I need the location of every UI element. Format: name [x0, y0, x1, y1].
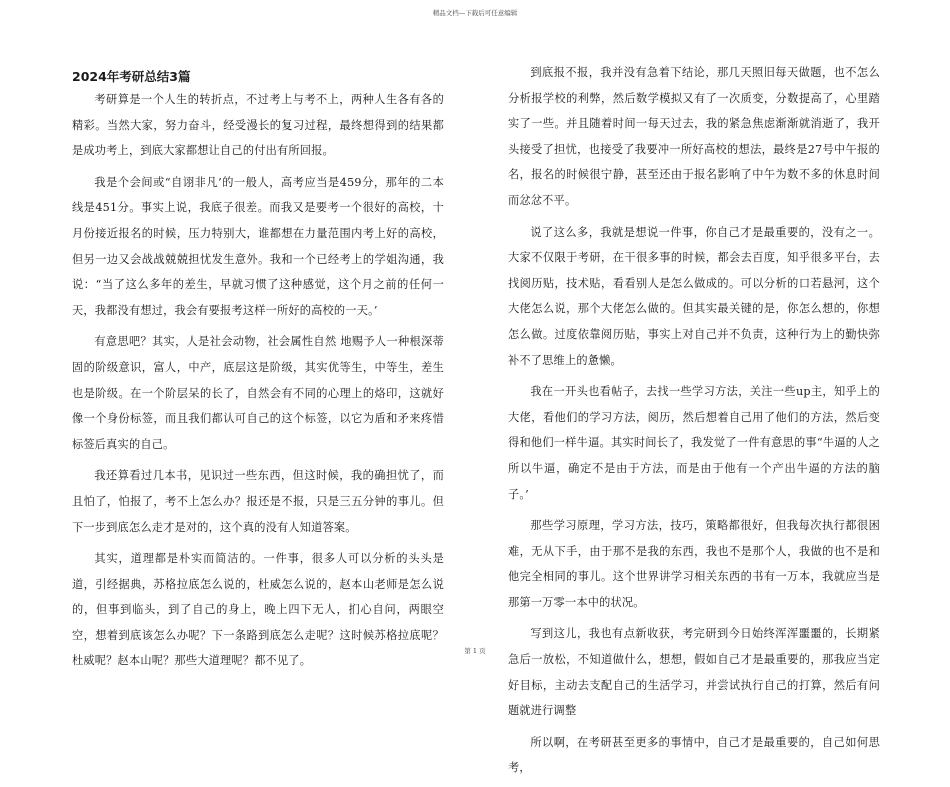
right-column: [508, 60, 880, 787]
paragraph: 考研算是一个人生的转折点，不过考上与考不上，两种人生各有各的精彩。当然大家，努力奋斗，经受漫长的复习过程，最终想得到的结果都是成功考上，到底大家都想让自己的付出有所回报。: [72, 93, 444, 158]
paragraph: 说了这么多，我就是想说一件事，你自己才是最重要的，没有之一。大家不仅限于考研，在干很多事的时候，都会去百度，知乎很多平台，去找阅历贴，技术贴，看看别人是怎么做成的。可以分析的口若悬河，这个大佬怎么说，那个大佬怎么做的。但其实最关键的是，你怎么想的，你想怎么做。过度依靠阅历贴，事实上对自己并不负责，这种行为上的勤快弥补不了思维上的惫懒。: [508, 225, 880, 367]
left-column: [72, 60, 444, 680]
paragraph: 其实，道理都是朴实而简洁的。一件事，很多人可以分析的头头是道，引经据典，苏格拉底怎么说的，杜威怎么说的，赵本山老师是怎么说的，但事到临头，到了自己的身上，晚上四下无人，扪心自问，两眼空空，想着到底该怎么办呢？下一条路到底怎么走呢？这时候苏格拉底呢？杜威呢？赵本山呢？那些大道理呢？都不见了。: [72, 552, 444, 668]
document-title: 2024年考研总结3篇: [72, 69, 191, 84]
paragraph: 有意思吧？其实，人是社会动物，社会属性自然 地赐予人一种根深蒂固的阶级意识，富人，中产，底层这是阶级，其实优等生，中等生，差生也是阶级。在一个阶层呆的长了，自然会有不同的心理上的烙印，这就好像一个身份标签，而且我们都认可自己的这个标签，以它为盾和矛来疼惜标签后真实的自己。: [72, 335, 444, 451]
paragraph-continued: 到底报不报，我并没有急着下结论，那几天照旧每天做题，也不怎么分析报学校的利弊，然后数学模拟又有了一次质变，分数提高了，心里踏实了一些。并且随着时间一每天过去，我的紧急焦虑渐渐就消逝了，我开头接受了担忧，也接受了我要冲一所好高校的想法，最终是27号中午报的名，报名的时候很宁静，甚至还由于报名影响了中午为数不多的休息时间而忿忿不平。: [508, 66, 880, 207]
paragraph: 我还算看过几本书，见识过一些东西，但这时候，我的确担忧了，而且怕了，怕报了，考不上怎么办？报还是不报，只是三五分钟的事儿。但下一步到底怎么走才是对的，这个真的没有人知道答案。: [72, 469, 444, 534]
page-header: 精品文档—下载后可任意编辑: [432, 9, 518, 17]
paragraph: 那些学习原理，学习方法，技巧，策略都很好，但我每次执行都很困难，无从下手，由于那不是我的东西，我也不是那个人，我做的也不是和他完全相同的事儿。这个世界讲学习相关东西的书有一万本，我就应当是那第一万零一本中的状况。: [508, 519, 880, 609]
paragraph: 所以啊，在考研甚至更多的事情中，自己才是最重要的，自己如何思考，: [508, 735, 880, 775]
paragraph: 我是个会间或“自诩非凡’的一般人，高考应当是459分，那年的二本线是451分。事实上说，我底子很差。而我又是要考一个很好的高校，十月份接近报名的时候，压力特别大，谁都想在力量范围内考上好的高校，但另一边又会战战兢兢担忧发生意外。我和一个已经考上的学姐沟通，我说：“当了这么多年的差生，早就习惯了这种感觉，这个月之前的任何一天，我都没有想过，我会有要报考这样一所好的高校的一天。’: [72, 175, 444, 317]
paragraph: 我在一开头也看帖子，去找一些学习方法，关注一些up主，知乎上的大佬，看他们的学习方法，阅历，然后想着自己用了他们的方法，然后变得和他们一样牛逼。其实时间长了，我发觉了一件有意思的事“牛逼的人之所以牛逼，确定不是由于方法，而是由于他有一个产出牛逼的方法的脑子。’: [508, 385, 880, 501]
paragraph: 写到这儿，我也有点新收获，考完研到今日始终浑浑噩噩的，长期紧急后一放松，不知道做什么，想想，假如自己才是最重要的，那我应当定好目标，主动去支配自己的生活学习，并尝试执行自己的打算，然后有问题就进行调整: [508, 627, 880, 718]
page-number: 第 1 页: [464, 647, 486, 655]
